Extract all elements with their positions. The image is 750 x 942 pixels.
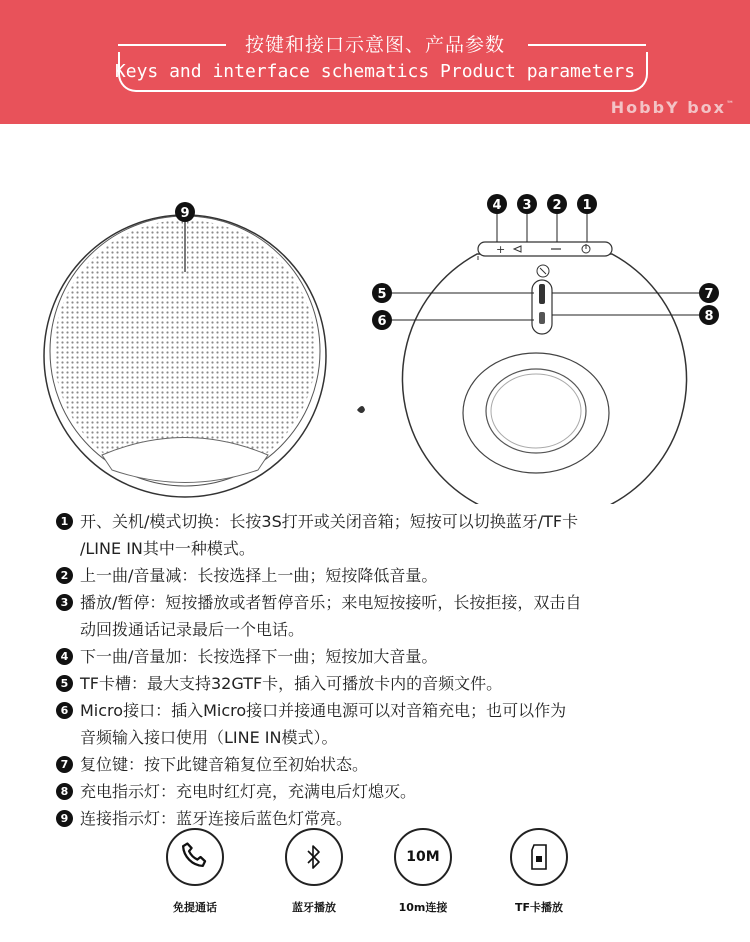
svg-text:8: 8 xyxy=(704,309,714,324)
header-banner xyxy=(0,0,750,124)
sd-card-icon xyxy=(510,828,568,886)
phone-icon xyxy=(166,828,224,886)
number-badge: 8 xyxy=(56,783,73,800)
number-badge: 4 xyxy=(56,648,73,665)
feature-label: 蓝牙播放 xyxy=(292,901,336,914)
speaker-front-view xyxy=(44,215,326,497)
description-item-7 xyxy=(56,751,736,778)
speaker-diagram xyxy=(0,124,750,504)
description-item-1 xyxy=(56,508,736,562)
svg-text:7: 7 xyxy=(704,287,714,302)
svg-text:9: 9 xyxy=(180,206,190,221)
description-item-4 xyxy=(56,643,736,670)
svg-text:5: 5 xyxy=(377,287,387,302)
number-badge: 3 xyxy=(56,594,73,611)
bluetooth-icon xyxy=(285,828,343,886)
svg-text:4: 4 xyxy=(492,198,502,213)
description-item-8 xyxy=(56,778,736,805)
feature-label: TF卡播放 xyxy=(514,901,564,914)
number-badge: 9 xyxy=(56,810,73,827)
feature-icons-row xyxy=(0,828,750,938)
description-item-3 xyxy=(56,589,736,643)
description-item-5 xyxy=(56,670,736,697)
header-title-cn: 按键和接口示意图、产品参数 xyxy=(244,34,505,56)
feature-handsfree xyxy=(140,828,250,915)
feature-bluetooth xyxy=(259,828,369,915)
feature-label: 10m连接 xyxy=(398,901,448,914)
speaker-back-view xyxy=(402,242,686,504)
description-text: Micro接口：插入Micro接口并接通电源可以对音箱充电；也可以作为 音频输入接口使用（LINE IN模式）。 xyxy=(80,701,567,747)
description-item-2 xyxy=(56,562,736,589)
description-text: 上一曲/音量减：长按选择上一曲；短按降低音量。 xyxy=(80,566,438,585)
number-badge: 2 xyxy=(56,567,73,584)
svg-text:+: + xyxy=(496,243,506,256)
header-title-en: Keys and interface schematics Product parameters xyxy=(114,61,636,82)
number-badge: 5 xyxy=(56,675,73,692)
svg-text:6: 6 xyxy=(377,314,387,329)
description-text: TF卡槽：最大支持32GTF卡，插入可播放卡内的音频文件。 xyxy=(80,674,503,693)
callouts-top xyxy=(487,194,597,242)
brand-logo: HobbY box™ xyxy=(610,98,736,117)
number-badge: 7 xyxy=(56,756,73,773)
function-description-list xyxy=(56,508,736,832)
description-item-6 xyxy=(56,697,736,751)
number-badge: 6 xyxy=(56,702,73,719)
number-badge: 1 xyxy=(56,513,73,530)
10m-icon-text: 10M xyxy=(406,849,440,865)
description-text: 充电指示灯：充电时红灯亮，充满电后灯熄灭。 xyxy=(80,782,417,801)
svg-text:1: 1 xyxy=(582,198,592,213)
description-text: 复位键：按下此键音箱复位至初始状态。 xyxy=(80,755,369,774)
description-text: 连接指示灯：蓝牙连接后蓝色灯常亮。 xyxy=(80,809,353,828)
10m-icon xyxy=(394,828,452,886)
description-text: 下一曲/音量加：长按选择下一曲；短按加大音量。 xyxy=(80,647,438,666)
feature-10m xyxy=(368,828,478,915)
feature-tf-card xyxy=(484,828,594,915)
svg-text:2: 2 xyxy=(552,198,562,213)
feature-label: 免提通话 xyxy=(173,901,217,914)
description-text: 播放/暂停：短按播放或者暂停音乐；来电短按接听，长按拒接，双击自 动回拨通话记录最后一个电话。 xyxy=(80,593,582,639)
svg-text:3: 3 xyxy=(522,198,532,213)
description-text: 开、关机/模式切换：长按3S打开或关闭音箱；短按可以切换蓝牙/TF卡 /LINE IN其中一种模式。 xyxy=(80,512,579,558)
